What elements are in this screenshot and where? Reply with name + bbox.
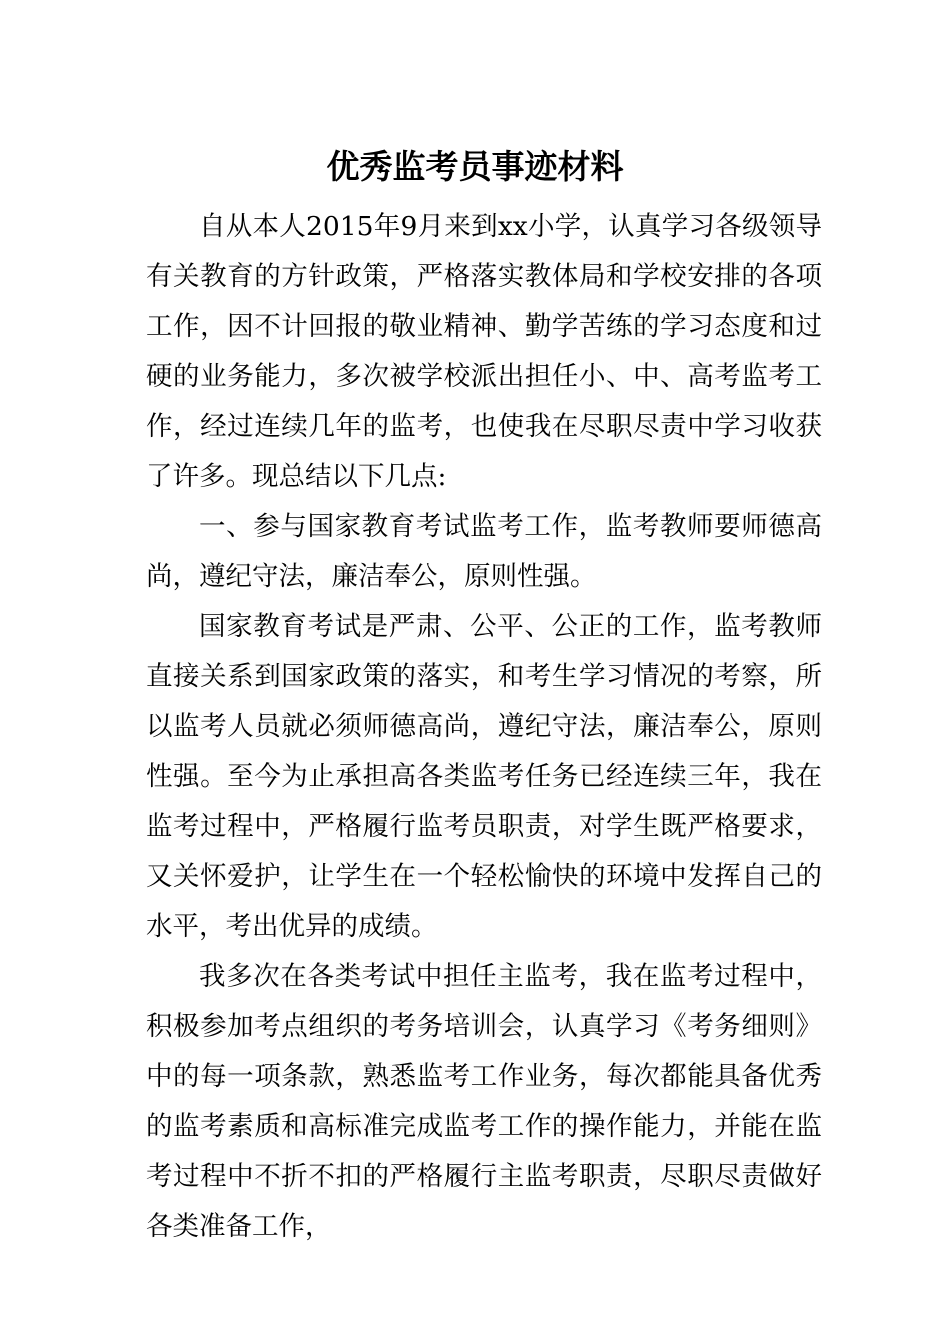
paragraph-intro: 自从本人2015年9月来到xx小学，认真学习各级领导有关教育的方针政策，严格落实教体局和学校安排的各项工作，因不计回报的敬业精神、勤学苦练的学习态度和过硬的业务能力，多次被学校派出担任小、中、高考监考工作，经过连续几年的监考，也使我在尽职尽责中学习收获了许多。现总结以下几点: xyxy=(146,211,822,492)
paragraph-point-one: 一、参与国家教育考试监考工作，监考教师要师德高尚，遵纪守法，廉洁奉公，原则性强。 xyxy=(146,511,822,592)
document-title: 优秀监考员事迹材料 xyxy=(326,147,624,186)
document-body xyxy=(146,202,822,1252)
paragraph-exam-fairness: 国家教育考试是严肃、公平、公正的工作，监考教师直接关系到国家政策的落实，和考生学习情况的考察，所以监考人员就必须师德高尚，遵纪守法，廉洁奉公，原则性强。至今为止承担高各类监考任务已经连续三年，我在监考过程中，严格履行监考员职责，对学生既严格要求，又关怀爱护，让学生在一个轻松愉快的环境中发挥自己的水平，考出优异的成绩。 xyxy=(146,611,822,942)
paragraph-chief-invigilator: 我多次在各类考试中担任主监考，我在监考过程中，积极参加考点组织的考务培训会，认真学习《考务细则》中的每一项条款，熟悉监考工作业务，每次都能具备优秀的监考素质和高标准完成监考工作的操作能力，并能在监考过程中不折不扣的严格履行主监考职责，尽职尽责做好各类准备工作， xyxy=(146,961,822,1242)
